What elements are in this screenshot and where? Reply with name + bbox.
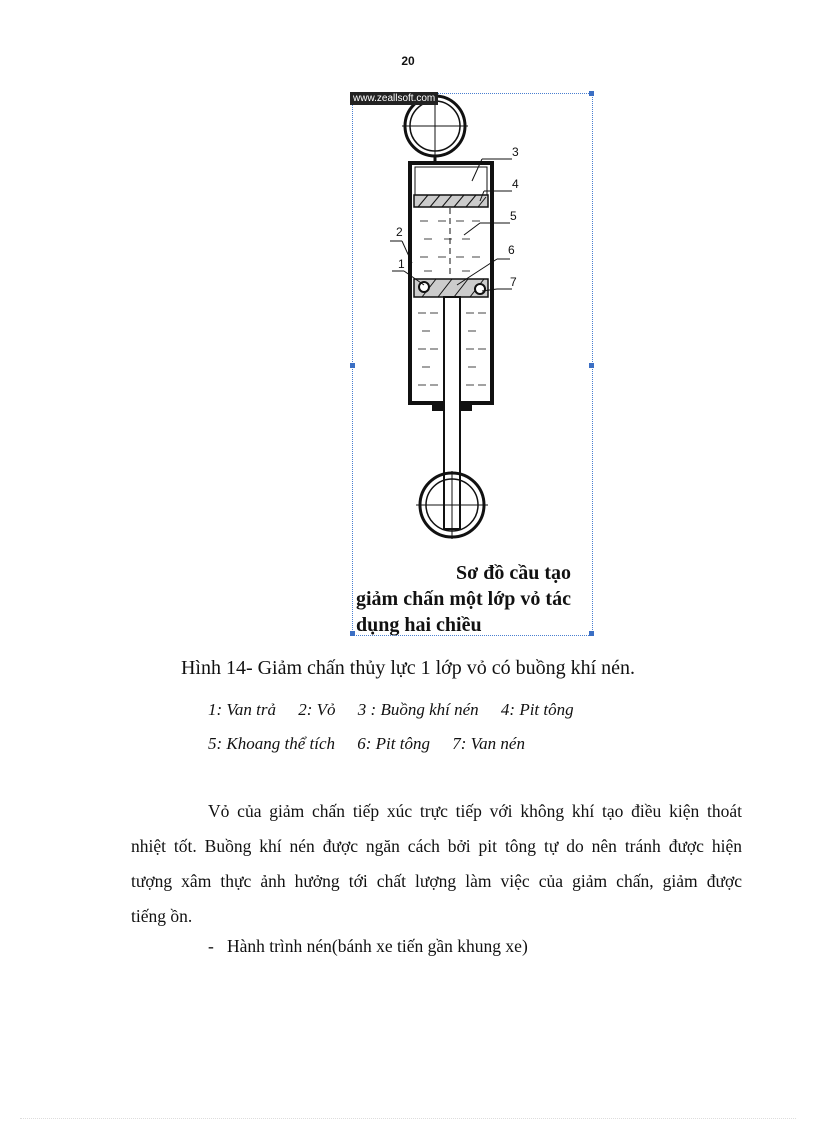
paragraph-line: tiếng ồn.: [131, 906, 193, 926]
legend-item: 2: Vỏ: [298, 700, 336, 719]
legend-row-2: [208, 734, 543, 754]
paragraph-line: tượng xâm thực ảnh hưởng tới chất lượng làm việc của giảm chấn, giảm được: [131, 871, 742, 891]
legend-item: 7: Van nén: [452, 734, 525, 753]
paragraph-line: Vỏ của giảm chấn tiếp xúc trực tiếp với không khí tạo điều kiện thoát: [208, 801, 742, 821]
figure-title-line-2: giảm chấn một lớp vỏ tác: [356, 588, 571, 610]
resize-handle-top-right[interactable]: [589, 91, 594, 96]
bullet-text: Hành trình nén(bánh xe tiến gần khung xe): [226, 936, 528, 956]
bullet-item: [208, 936, 528, 957]
page-number: 20: [401, 54, 415, 68]
body-paragraph: [131, 794, 742, 934]
resize-handle-middle-right[interactable]: [589, 363, 594, 368]
figure-caption: Hình 14- Giảm chấn thủy lực 1 lớp vỏ có buồng khí nén.: [180, 657, 636, 679]
part-label-7: 7: [510, 275, 517, 289]
part-label-4: 4: [512, 177, 519, 191]
part-label-3: 3: [512, 145, 519, 159]
part-label-1: 1: [398, 257, 405, 271]
resize-handle-bottom-right[interactable]: [589, 631, 594, 636]
legend-item: 4: Pit tông: [500, 700, 574, 719]
figure-title-line-1: Sơ đồ cầu tạo: [456, 562, 571, 584]
resize-handle-middle-left[interactable]: [350, 363, 355, 368]
legend-item: 5: Khoang thể tích: [208, 734, 336, 753]
part-label-6: 6: [508, 243, 515, 257]
resize-handle-bottom-left[interactable]: [350, 631, 355, 636]
part-label-5: 5: [510, 209, 517, 223]
bullet-marker: -: [208, 936, 214, 956]
legend-item: 6: Pit tông: [357, 734, 430, 753]
part-label-2: 2: [396, 225, 403, 239]
figure-title-line-3: dụng hai chiều: [356, 614, 482, 636]
watermark-label: www.zeallsoft.com: [350, 92, 438, 105]
paragraph-line: nhiệt tốt. Buồng khí nén được ngăn cách bởi pit tông tự do nên tránh được hiện: [131, 836, 742, 856]
legend-row-1: [208, 700, 592, 720]
legend-item: 3 : Buồng khí nén: [357, 700, 479, 719]
page-bottom-divider: [20, 1118, 796, 1119]
legend-item: 1: Van trả: [208, 700, 276, 719]
selection-frame: [352, 93, 593, 636]
shock-absorber-figure[interactable]: [352, 93, 593, 636]
